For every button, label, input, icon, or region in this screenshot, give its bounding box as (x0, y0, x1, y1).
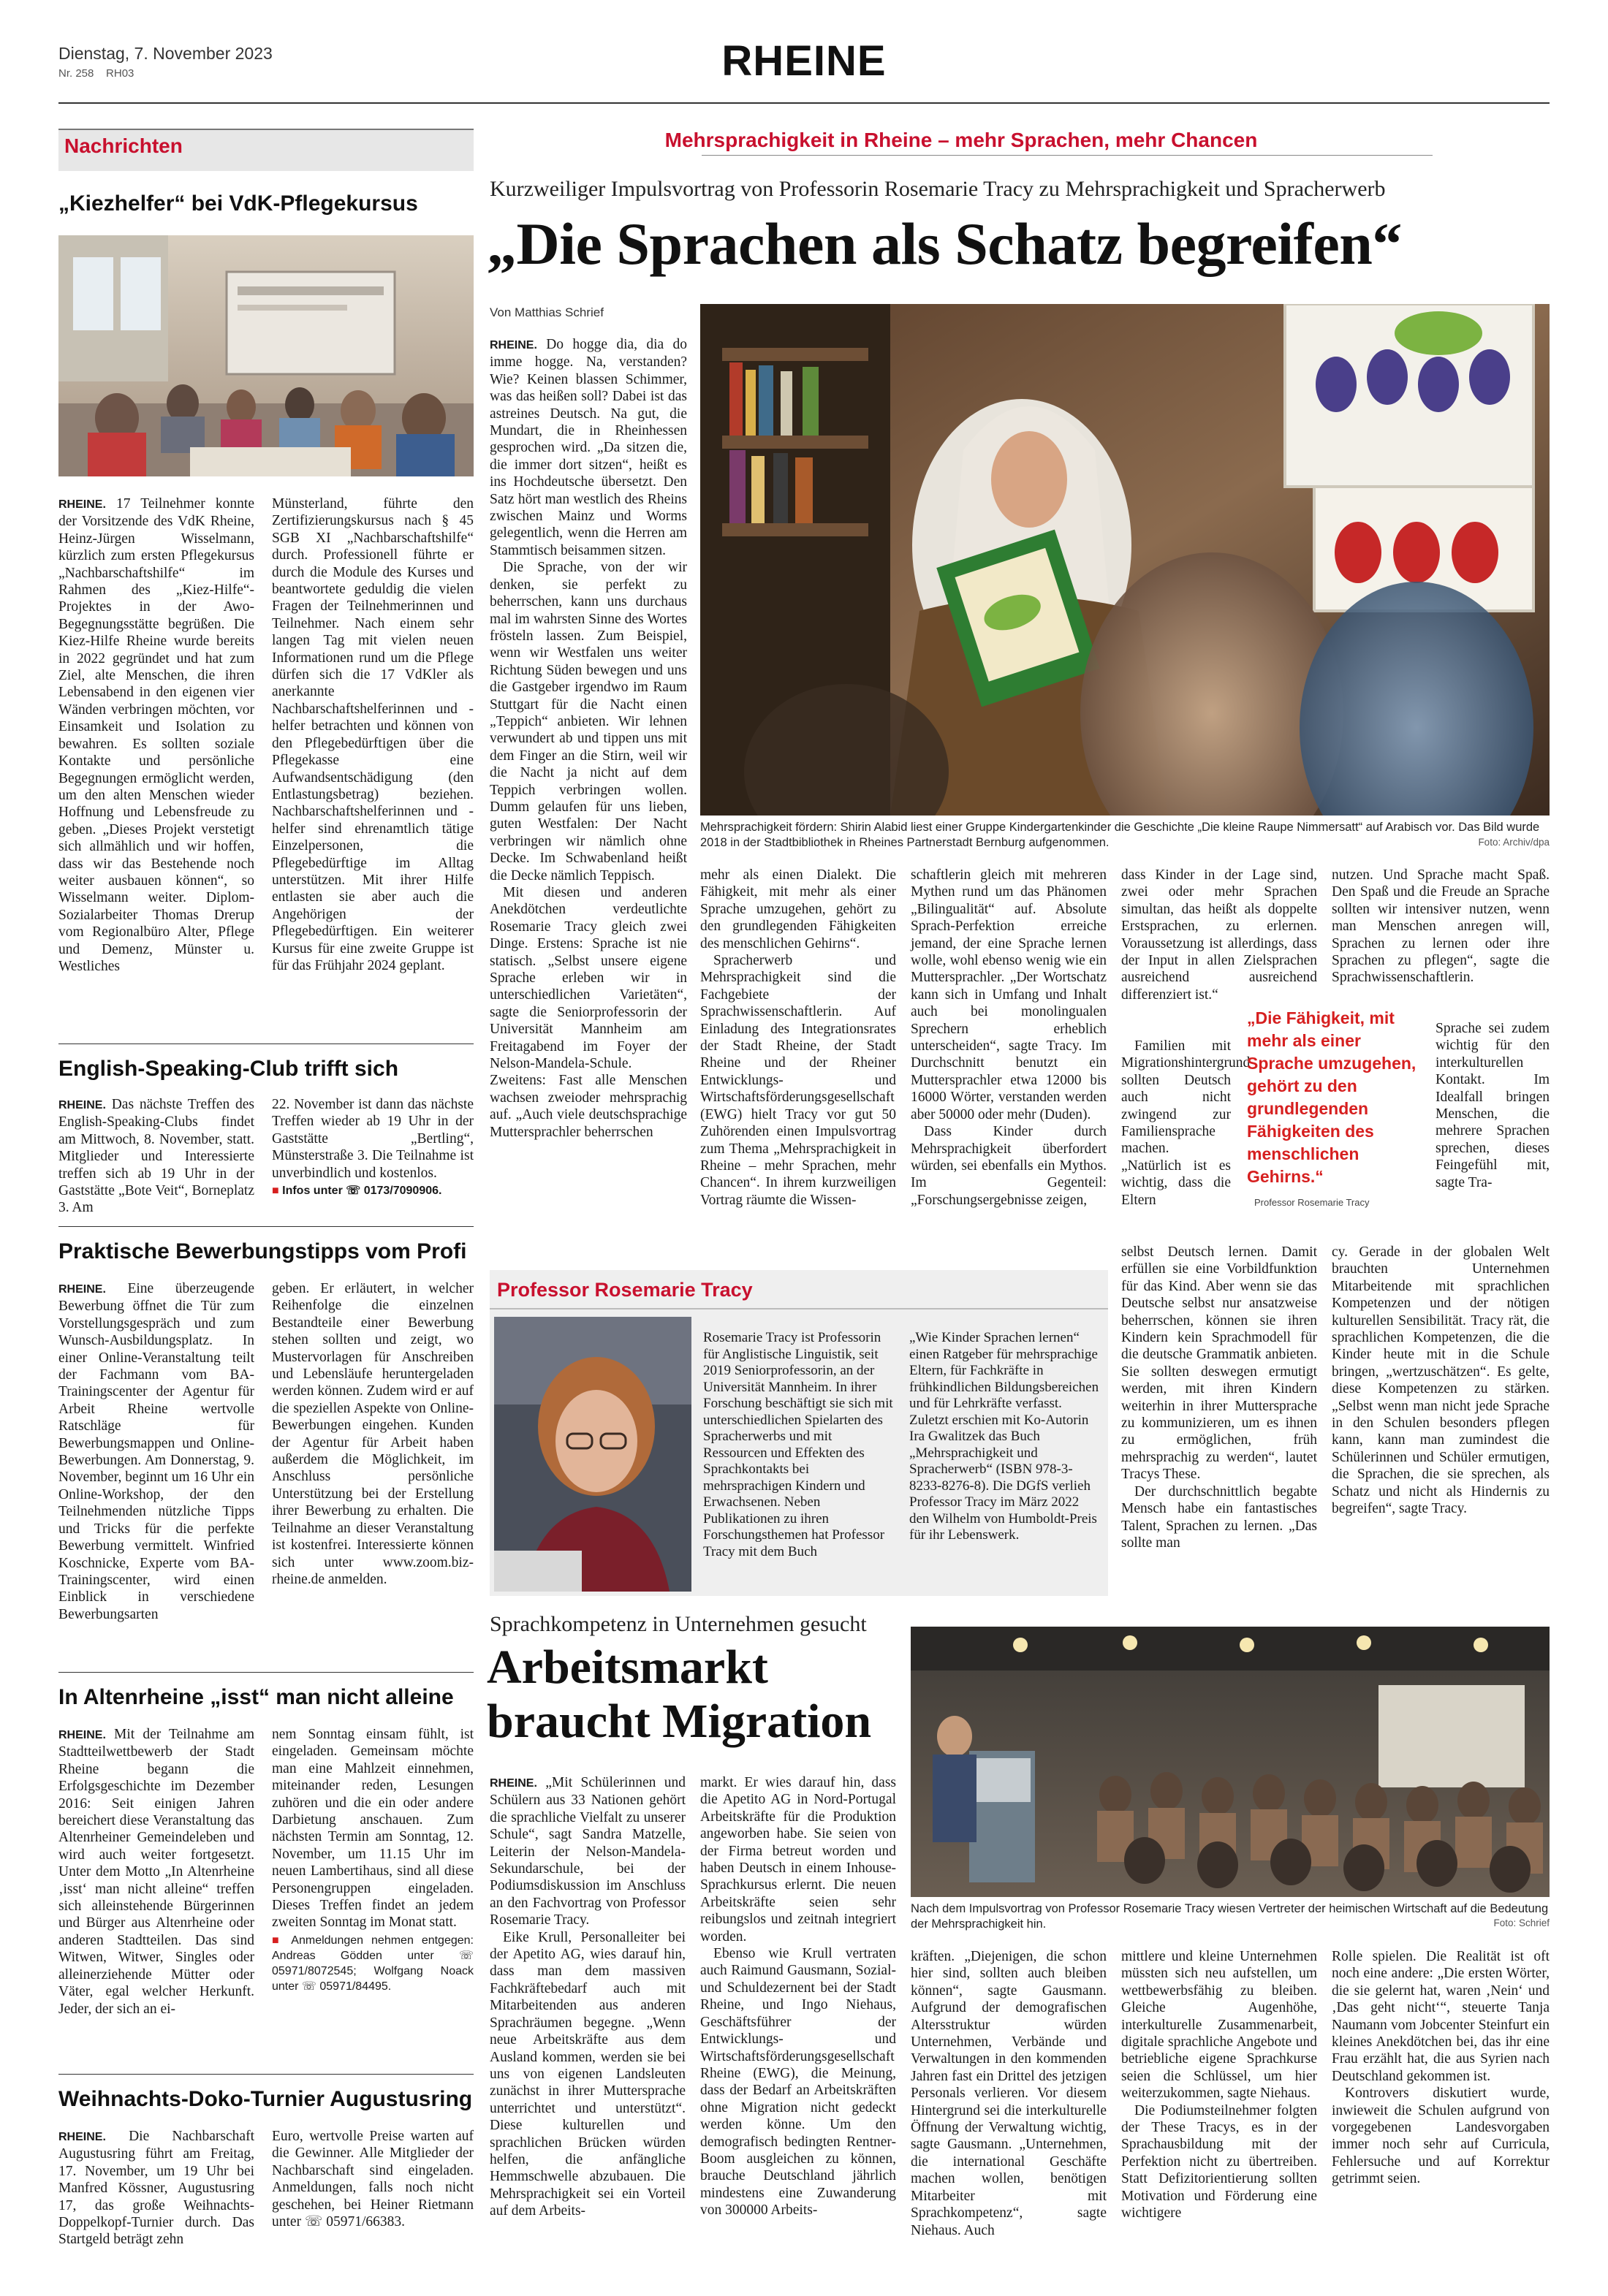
second-col1 (490, 1774, 686, 2220)
article1-title: „Kiezhelfer“ bei VdK-Pflegekursus (58, 191, 418, 216)
main-col1 (490, 336, 687, 1141)
article2-info-text: Infos unter ☏ 0173/7090906. (282, 1185, 442, 1198)
second-text5: Rolle spielen. Die Realität ist oft noch eine andere: „Die ersten Wörter, die sie gelernt hat, waren ‚Nein‘ und ‚Das geht nicht‘“, steuerte Tanja Naumann vom Jobcenter Steinfurt ein kleines Anekdötchen bei, das ihr eine Frau erzählt hat, die aus Syrien nach Deutschland gekommen ist. (1332, 1949, 1550, 2084)
main-text5c: cy. Gerade in der globalen Welt brauchten Unternehmen Mitarbeitende mit sprachlichen Kompetenzen und der nötigen kulturellen Sensibilität. Tracy rät, die sprachlichen Kompetenzen, die die Kinder heute mit in die Schule bringen, „wertzuschätzen“. Es gelte, diese Kompetenzen zu stärken. „Selbst wenn man nicht jede Sprache in den Schulen besonders pflegen kann, kann man zumindest die Schülerinnen und Schüler ermutigen, die Sprachen, die sie sprechen, als Schatz und nicht als Hindernis zu begreifen“, sagte Tracy. (1332, 1244, 1550, 1517)
paragraph: Mit diesen und anderen Anekdötchen verdeutlichte Rosemarie Tracy gleich zwei Dinge. Erstens: Sprache ist nie statisch. „Selbst unsere eigene Sprache erleben wir in unterschiedlichen Varietäten“, sagte die Seniorprofessorin der Universität Mannheim am Freitagabend im Foyer der Nelson-Mandela-Schule. Zweitens: Fast alle Menschen wachsen zweioder mehrsprachig auf. „Auch viele deutschsprachige Muttersprachler beherrschen (490, 885, 687, 1140)
article5-dateline: RHEINE. (58, 2131, 106, 2143)
main-text2: mehr als einen Dialekt. Die Fähigkeit, mit mehr als einer Sprache umzugehen, gehört zu den grundlegenden Fähigkeiten des menschlichen Gehirns“. (700, 867, 896, 951)
profile-header-rule (490, 1308, 1108, 1309)
issue-number: Nr. 258 (58, 67, 94, 80)
article4-info (272, 1933, 474, 1994)
main-author: Von Matthias Schrief (490, 305, 604, 319)
main-col4a (1121, 867, 1317, 1003)
article1-dateline: RHEINE. (58, 498, 106, 511)
main-col3 (911, 867, 1107, 1209)
profile-col2 (909, 1330, 1101, 1544)
main-kicker: Mehrsprachigkeit in Rheine – mehr Sprachen, mehr Chancen (664, 129, 1258, 151)
tracy-portrait-photo (494, 1317, 691, 1592)
main-photo-credit: Foto: Archiv/dpa (1478, 837, 1550, 848)
article4-col2 (272, 1726, 474, 1994)
profile-text1: Rosemarie Tracy ist Professorin für Anglistische Linguistik, seit 2019 Seniorprofessorin, an der Universität Mannheim. In ihrer Forschung beschäftigt sie sich mit unterschiedlichen Spielarten des Spracherwerbs und mit Ressourcen und Effekten des Sprachkontakts bei mehrsprachigen Kindern und Erwachsenen. Neben Publikationen zu ihren Forschungsthemen hat Professor Tracy mit dem Buch (703, 1330, 893, 1559)
article2-title: English-Speaking-Club trifft sich (58, 1057, 399, 1081)
second-col2 (700, 1774, 896, 2219)
section-title: RHEINE (721, 37, 887, 85)
divider-4 (58, 2074, 474, 2075)
paragraph: Eike Krull, Personalleiter bei der Apetito AG, wies darauf hin, dass man dem massiven Fachkräftebedarf auch mit Mitarbeitenden aus anderen Sprachräumen begegne. „Wenn neue Arbeitskräfte aus dem Ausland kommen, werden sie bei uns von eigenen Landsleuten zunächst in ihrer Muttersprache unterrichtet und unterstützt“. Diese kulturellen und sprachlichen Brücken würden helfen, die anfängliche Hemmschwelle abzubauen. Die Mehrsprachigkeit sei ein Vorteil auf dem Arbeits- (490, 1929, 686, 2219)
profile-text2: „Wie Kinder Sprachen lernen“ einen Ratgeber für mehrsprachige Eltern, für Fachkräfte in frühkindlichen Bildungsbereichen und für Lehrkräfte verfasst. Zuletzt erschien mit Ko-Autorin Ira Gwalitzek das Buch „Mehrsprachigkeit und Spracherwerb“ (ISBN 978-3-8233-8276-8). Die DGfS verlieh Professor Tracy im März 2022 den Wilhelm von Humboldt-Preis für ihr Lebenswerk. (909, 1330, 1099, 1543)
reading-children-photo (700, 304, 1550, 816)
paragraph: Ebenso wie Krull vertraten auch Raimund Gausmann, Sozial- und Schuldezernent bei der Stadt Rheine, und Ingo Niehaus, Geschäftsführer der Entwicklungs- und Wirtschaftsförderungsgesellschaft Rheine (EWG), die Meinung, dass der Bedarf an Arbeitskräften ohne Migration nicht gedeckt werden könne. Um den demografisch bedingten Rentner-Boom ausgleichen zu können, brauche Deutschland jährlich mindestens eine Zuwanderung von 300000 Arbeits- (700, 1946, 896, 2219)
second-text1: „Mit Schülerinnen und Schülern aus 33 Nationen gehört die sprachliche Vielfalt zu unserer Schule“, sagt Sandra Matzelle, Leiterin der Nelson-Mandela-Sekundarschule, bei der Podiumsdiskussion im Anschluss an den Fachvortrag von Professor Rosemarie Tracy. (490, 1775, 686, 1928)
main-col5b (1436, 1020, 1550, 1191)
article1-col1 (58, 495, 254, 975)
second-col3 (911, 1948, 1107, 2239)
main-text1: Do hogge dia, dia do imme hogge. Na, verstanden? Wie? Keinen blassen Schimmer, was das heißen soll? Dabei ist das astreines Deutsch. Na gut, die Mundart, die in Rheinhessen gesprochen wird. „Da sitzen die, die immer dort sitzen“, heißt es ins Hochdeutsche übersetzt. Den Satz hört man westlich des Rheins zwischen Mainz und Worms gelegentlich, wenn die Herren am Stammtisch beisammen sitzen. (490, 337, 687, 558)
article5-title: Weihnachts-Doko-Turnier Augustusring (58, 2087, 473, 2111)
main-col2 (700, 867, 896, 1209)
article2-text1: Das nächste Treffen des English-Speaking-Clubs findet am Mittwoch, 8. November, statt. Mitglieder und Interessierte treffen sich ab 19 Uhr in der Gaststätte „Bote Veit“, Borneplatz 3. Am (58, 1097, 254, 1216)
pull-quote: „Die Fähigkeit, mit mehr als einer Sprache umzugehen, gehört zu den grundlegenden Fähigkeiten des menschlichen Gehirns.“ (1247, 1008, 1417, 1186)
kicker-rule (702, 155, 1433, 156)
second-col4 (1121, 1948, 1317, 2222)
article4-text2: nem Sonntag einsam fühlt, ist eingeladen. Gemeinsam möchte man eine Mahlzeit einnehmen, miteinander reden, Lesungen zuhören und die ein oder andere Darbietung anschauen. Zum nächsten Termin am Sonntag, 12. November, um 11.15 Uhr im neuen Lambertihaus, sind all diese Personengruppen eingeladen. Dieses Treffen findet an jedem zweiten Sonntag im Monat statt. (272, 1727, 474, 1931)
article1-col2 (272, 495, 474, 974)
main-col5c (1332, 1244, 1550, 1518)
paragraph: Der durchschnittlich begabte Mensch habe ein fantastisches Talent, Sprachen zu lernen. „Das sollte man (1121, 1483, 1317, 1551)
main-col4c (1121, 1244, 1317, 1551)
second-subhead: Sprachkompetenz in Unternehmen gesucht (490, 1612, 867, 1636)
article4-dateline: RHEINE. (58, 1729, 106, 1741)
article3-title: Praktische Bewerbungstipps vom Profi (58, 1239, 467, 1263)
article5-col1 (58, 2128, 254, 2249)
main-text5a: nutzen. Und Sprache macht Spaß. Den Spaß und die Freude an Sprache sollten wir intensiver nutzen, wenn man Menschen anregen will, Sprachen zu lernen oder ihre Sprachen zu pflegen“, sagte die Sprachwissenschaftlerin. (1332, 867, 1550, 986)
article5-text2: Euro, wertvolle Preise warten auf die Gewinner. Alle Mitglieder der Nachbarschaft sind eingeladen. Anmeldungen, falls noch nicht geschehen, bei Heiner Rietmann unter ☏ 05971/66383. (272, 2129, 474, 2230)
paragraph: Die Sprache, von der wir denken, sie perfekt zu beherrschen, kann uns durchaus mal im wahrsten Sinne des Wortes frösteln lassen. Zum Beispiel, wenn wir Westfalen uns weiter Richtung Süden bewegen und uns die Gastgeber irgendwo im Raum Stuttgart für die Nacht einen „Teppich“ anbieten. Wir lehnen verwundert ab und tippen uns mit dem Finger an die Stirn, weil wir die Nacht ja nicht auf dem Teppich verbringen wollen. Dumm gelaufen für uns lieben, guten Westfalen: Der Nacht verbringen wir nämlich ohne Decke. Im Schwabenland heißt die Decke nämlich Teppisch. (490, 560, 687, 883)
masthead-date: Dienstag, 7. November 2023 (58, 44, 273, 63)
info-marker-icon: ■ (272, 1185, 279, 1198)
article5-text1: Die Nachbarschaft Augustusring führt am Freitag, 17. November, um 19 Uhr bei Manfred Kössner, Augustusring 17, das große Weihnachts-Doppelkopf-Turnier durch. Das Startgeld beträgt zehn (58, 2129, 254, 2248)
article4-text1: Mit der Teilnahme am Stadtteilwettbewerb der Stadt Rheine begann die Erfolgsgeschichte im Dezember 2016: Seit einigen Jahren bereichert diese Veranstaltung das Altenrheiner Gemeindeleben und wird auch weiter fortgesetzt. Unter dem Motto „In Altenrheine ‚isst‘ man nicht alleine“ treffen sich alleinstehende Bürgerinnen und Bürger aus Altenrheine oder anderen Stadtteilen. Das sind Witwen, Witwer, Singles oder alleinerziehende Mütter oder Väter, egal welcher Herkunft. Jeder, der sich an ei- (58, 1727, 254, 2017)
panel-discussion-photo (911, 1627, 1550, 1897)
article1-text2: Münsterland, führte den Zertifizierungskursus nach § 45 SGB XI „Nachbarschaftshilfe“ durch. Professionell führte er durch die Module des Kurses und beantwortete geduldig die vielen Fragen der Teilnehmerinnen und Teilnehmer. Nach einem sehr langen Tag mit vielen neuen Informationen rund um die Pflege dürfen sich die 17 VdKler als anerkannte Nachbarschaftshelferinnen und -helfer betrachten und können von den Pflegebedürftigen über die Pflegekasse eine Aufwandsentschädigung (den Entlastungsbetrag) beziehen. Nachbarschaftshelferinnen und -helfer sind ehrenamtlich tätige Einzelpersonen, die Pflegebedürftige im Alltag unterstützen. Mit ihrer Hilfe entlasten sie aber auch die Angehörigen der Pflegebedürftigen. Ein weiterer Kursus für eine zweite Gruppe ist für das Frühjahr 2024 geplant. (272, 496, 474, 973)
pull-quote-source: Professor Rosemarie Tracy (1254, 1197, 1370, 1208)
profile-header: Professor Rosemarie Tracy (497, 1279, 753, 1301)
article2-col2 (272, 1096, 474, 1198)
main-text4a: dass Kinder in der Lage sind, zwei oder mehr Sprachen simultan, das heißt als doppelte Erstsprachen, zu erlernen. Voraussetzung ist allerdings, dass der Input in allen Zielsprachen ausreichend ausreichend differenziert ist.“ (1121, 867, 1317, 1003)
second-text2: markt. Er wies darauf hin, dass die Apetito AG in Nord-Portugal Arbeitskräfte für die Produktion angeworben habe. Sie seien von der Firma betreut worden und haben Deutsch in einem Inhouse-Sprachkursus erlernt. Die neuen Arbeitskräfte seien sehr reibungslos und zeitnah integriert worden. (700, 1775, 896, 1945)
paragraph: Kontrovers diskutiert wurde, inwieweit die Schulen aufgrund von vorgegebenen Landesvorgaben immer noch sehr auf Curricula, Fehlersuche und auf Korrektur getrimmt seien. (1332, 2086, 1550, 2187)
divider-3 (58, 1672, 474, 1673)
article4-title: In Altenrheine „isst“ man nicht alleine (58, 1685, 454, 1709)
main-col5a (1332, 867, 1550, 987)
second-photo-credit: Foto: Schrief (1493, 1917, 1550, 1928)
main-dateline: RHEINE. (490, 339, 537, 351)
article3-dateline: RHEINE. (58, 1283, 106, 1296)
article3-text1: Eine überzeugende Bewerbung öffnet die Tür zum Vorstellungsgespräch und zum Wunsch-Ausbildungsplatz. In einer Online-Veranstaltung teilt der Fachmann vom BA-Trainingscenter der Agentur für Arbeit Rheine wertvolle Ratschläge für Bewerbungsmappen und Online-Bewerbungen. Am Donnerstag, 9. November, beginnt um 16 Uhr ein Online-Workshop, der den Teilnehmenden nützliche Tipps und Tricks für die perfekte Bewerbung vermittelt. Winfried Koschnicke, Experte vom BA-Trainingscenter, wird einen Einblick in verschiedene Bewerbungsarten (58, 1281, 254, 1622)
paragraph: Die Podiumsteilnehmer folgten der These Tracys, es in der Sprachausbildung mit der Perfektion nicht zu übertreiben. Statt Defizitorientierung sollten Motivation und Förderung eine wichtigere (1121, 2102, 1317, 2221)
nachrichten-header-box (58, 129, 474, 171)
article3-text2: geben. Er erläutert, in welcher Reihenfolge die einzelnen Bestandteile einer Bewerbung stehen sollten und zeigt, wo Mustervorlagen für Anschreiben und Lebensläufe heruntergeladen werden können. Zudem wird er auf die speziellen Aspekte von Online-Bewerbungen eingehen. Kunden der Agentur für Arbeit haben außerdem die Möglichkeit, im Anschluss persönliche Unterstützung bei der Erstellung ihrer Bewerbung zu erhalten. Die Teilnahme an dieser Veranstaltung ist kostenfrei. Interessierte können sich unter www.zoom.biz-rheine.de anmelden. (272, 1281, 474, 1587)
main-subhead: Kurzweiliger Impulsvortrag von Professorin Rosemarie Tracy zu Mehrsprachigkeit und Spracherwerb (490, 177, 1386, 201)
main-headline: „Die Sprachen als Schatz begreifen“ (487, 210, 1402, 277)
article3-col2 (272, 1280, 474, 1588)
second-dateline: RHEINE. (490, 1777, 537, 1790)
article4-info-text: Anmeldungen nehmen entgegen: Andreas Gödden unter ☏ 05971/8072545; Wolfgang Noack unter ☏ 05971/84495. (272, 1934, 474, 1993)
main-col4b (1121, 1038, 1251, 1209)
main-text4b: Familien mit Migrationshintergrund sollten Deutsch auch nicht zwingend zur Familiensprache machen. „Natürlich ist es wichtig, dass die Eltern (1121, 1038, 1251, 1208)
article2-col1 (58, 1096, 254, 1217)
main-text3: schaftlerin gleich mit mehreren Mythen rund um das Phänomen „Bilingualität“ auf. Absolute Sprach-Perfektion erreiche jemand, der eine Sprache lernen wolle, wohl ebenso wenig wie ein Muttersprachler. „Der Wortschatz kann sich in Umfang und Inhalt auch bei monolingualen Sprechern erheblich unterscheiden“, sagte Tracy. Im Durchschnitt benutzt ein Muttersprachler etwa 12000 bis 16000 Wörter, verstanden werden aber 50000 oder mehr (Duden). (911, 867, 1107, 1122)
paragraph: Spracherwerb und Mehrsprachigkeit sind die Fachgebiete der Sprachwissenschaftlerin. Auf Einladung des Integrationsrates der Stadt Rheine, der Stadt Rheine und der Rheiner Entwicklungs- und Wirtschaftsförderungsgesellschaft (EWG) hielt Tracy vor gut 50 Zuhörenden einen Impulsvortrag zum Thema „Mehrsprachigkeit in Rheine – mehr Sprachen, mehr Chancen“. In ihrem kurzweiligen Vortrag räumte die Wissen- (700, 953, 896, 1208)
masthead-issue (58, 67, 134, 80)
nachrichten-header: Nachrichten (64, 134, 183, 157)
article2-text2: 22. November ist dann das nächste Treffen wieder ab 19 Uhr in der Gaststätte „Bertling“, Münsterstraße 3. Die Teilnahme ist unverbindlich und kostenlos. (272, 1097, 474, 1181)
second-col5 (1332, 1948, 1550, 2188)
profile-col1 (703, 1330, 895, 1560)
article3-col1 (58, 1280, 254, 1623)
main-photo-caption: Mehrsprachigkeit fördern: Shirin Alabid liest einer Gruppe Kindergartenkinder die Geschichte „Die kleine Raupe Nimmersatt“ auf Arabisch vor. Das Bild wurde 2018 in der Stadtbibliothek in Rheines Partnerstadt Bernburg aufgenommen. (700, 821, 1540, 849)
second-headline-2: braucht Migration (487, 1695, 872, 1748)
main-text4c: selbst Deutsch lernen. Damit erfüllen sie eine Vorbildfunktion für das Kind. Aber wenn sie das Deutsche selbst nur ansatzweise beherrschen, können sie ihren Kindern kein Sprachmodell für die deutsche Grammatik anbieten. Sie sollten deswegen ermutigt werden, mit ihren Kindern weiterhin in ihrer Muttersprache zu kommunizieren, um es ihnen zu ermöglichen, früh mehrsprachig zu werden“, lautet Tracys These. (1121, 1244, 1317, 1483)
divider-2 (58, 1226, 474, 1227)
article2-dateline: RHEINE. (58, 1099, 106, 1111)
kiezhelfer-meeting-photo (58, 235, 474, 476)
second-headline-1: Arbeitsmarkt (487, 1641, 768, 1694)
edition-code: RH03 (106, 67, 134, 80)
masthead-rule (58, 102, 1550, 104)
paragraph: Dass Kinder durch Mehrsprachigkeit überfordert würden, sei ebenfalls ein Mythos. Im Gegenteil: „Forschungsergebnisse zeigen, (911, 1124, 1107, 1208)
article4-col1 (58, 1726, 254, 2018)
second-text3: kräften. „Diejenigen, die schon hier sind, sollten auch bleiben können“, sagte Gausmann. Aufgrund der demografischen Altersstruktur würden Unternehmen, Verbände und Verwaltungen in den kommenden Jahren fast ein Drittel des jetzigen Personals verlieren. Vor diesem Hintergrund sei die interkulturelle Öffnung der Verwaltung wichtig, sagte Gausmann. „Unternehmen, die international Geschäfte machen wollen, benötigen Mitarbeiter mit Sprachkompetenz“, sagte Niehaus. Auch (911, 1949, 1107, 2238)
article2-info (272, 1183, 474, 1198)
second-text4: mittlere und kleine Unternehmen müssten sich neu aufstellen, um wettbewerbsfähig zu bleiben. Gleiche Augenhöhe, interkulturelle Zusammenarbeit, digitale sprachliche Angebote und betriebliche eigene Sprachkurse seien die Schlüssel, um hier weiterzukommen, sagte Niehaus. (1121, 1949, 1317, 2102)
info-marker-icon: ■ (272, 1934, 284, 1947)
article5-col2 (272, 2128, 474, 2230)
main-text5b: Sprache sei zudem wichtig für den interkulturellen Kontakt. Im Idealfall bringen Menschen, die mehrere Sprachen sprechen, dieses Feingefühl mit, sagte Tra- (1436, 1021, 1550, 1190)
second-photo-caption: Nach dem Impulsvortrag von Professor Rosemarie Tracy wiesen Vertreter der heimischen Wirtschaft auf die Bedeutung der Mehrsprachigkeit hin. (911, 1902, 1549, 1931)
article1-text1: 17 Teilnehmer konnte der Vorsitzende des VdK Rheine, Heinz-Jürgen Wisselmann, kürzlich zum ersten Pflegekursus „Nachbarschaftshilfe“ im Rahmen des „Kiez-Hilfe“-Projektes in der Awo-Begegnungsstätte begrüßen. Die Kiez-Hilfe Rheine wurde bereits in 2022 gegründet und hat zum Ziel, alte Menschen, die ihren Lebensabend in den eigenen vier Wänden verbringen möchten, vor Einsamkeit und Isolation zu bewahren. Es sollten soziale Kontakte und persönliche Begegnungen ermöglicht werden, um den alten Menschen wieder Hoffnung und Lebensfreude zu geben. „Dieses Projekt verstetigt sich allmählich und wir hoffen, dass wir das Bestehende noch weiter ausbauen können“, so Wisselmann weiter. Diplom-Sozialarbeiter Thomas Drerup vom Regionalbüro Alter, Pflege und Demenz, Münster u. Westliches (58, 496, 254, 974)
